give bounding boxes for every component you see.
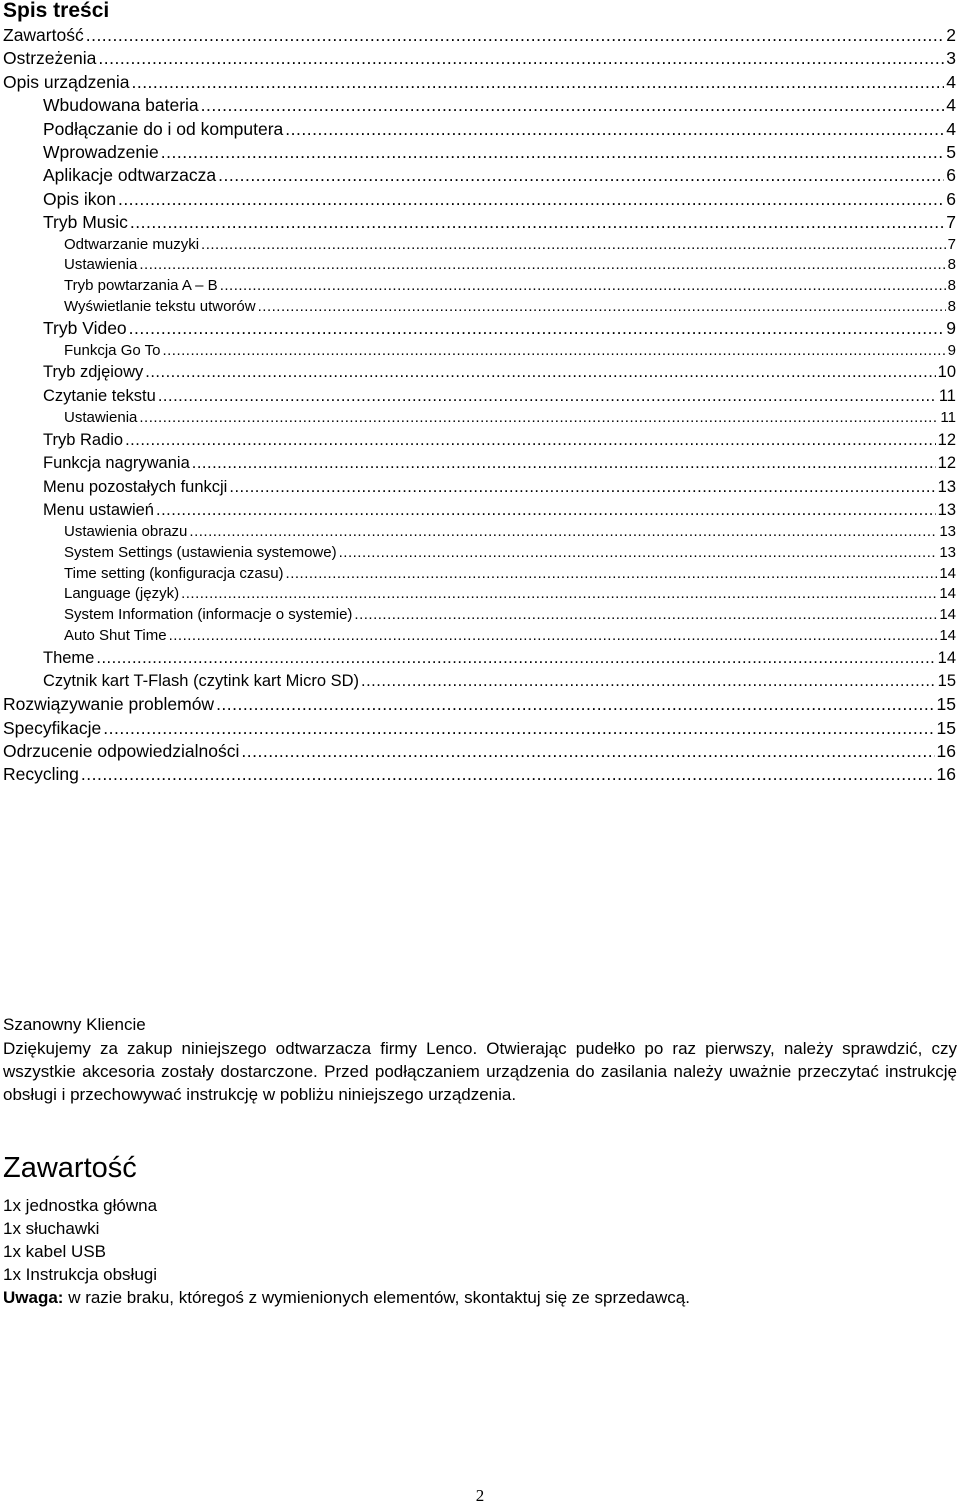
toc-entry-title: Aplikacje odtwarzacza [43,165,217,186]
toc-entry[interactable] [0,118,960,141]
toc-entry-page: 7 [947,235,956,253]
toc-entry-title: Opis urządzenia [3,71,130,92]
toc-entry-title: System Information (informacje o systemie) [64,606,353,624]
toc-leader-dots [192,452,936,475]
toc-entry-title: Tryb Video [43,318,127,339]
toc-entry-title: Recycling [3,764,79,785]
toc-entry[interactable] [0,626,960,647]
toc-entry[interactable] [0,341,960,362]
toc-entry-page: 12 [937,454,956,473]
toc-leader-dots [201,94,945,117]
toc-entry-title: Language (język) [64,585,180,603]
list-item: 1x jednostka główna [3,1196,158,1215]
toc-entry-page: 13 [939,523,956,541]
toc-entry-title: Menu ustawień [43,500,154,519]
toc-entry-page: 16 [936,764,956,785]
toc-leader-dots [156,499,936,522]
toc-entry-title: Wprowadzenie [43,141,159,162]
toc-leader-dots [98,47,944,70]
toc-entry-page: 15 [936,694,956,715]
toc-entry-page: 12 [937,430,956,449]
toc-entry-page: 8 [947,256,956,274]
toc-entry-page: 6 [946,165,956,186]
toc-entry[interactable] [0,522,960,543]
toc-entry-title: Tryb Music [43,212,128,233]
toc-entry-page: 10 [937,363,956,382]
toc-entry[interactable] [0,429,960,452]
toc-leader-dots [285,118,944,141]
toc-entry-title: Tryb Radio [43,430,124,449]
toc-leader-dots [118,188,944,211]
toc-entry[interactable] [0,452,960,475]
toc-leader-dots [189,522,937,543]
toc-entry[interactable] [0,47,960,70]
table-of-contents [0,24,960,787]
toc-entry-page: 15 [937,671,956,690]
toc-leader-dots [220,276,946,297]
toc-leader-dots [339,543,938,564]
toc-entry-page: 13 [937,500,956,519]
note-label: Uwaga: [3,1288,64,1307]
toc-entry-page: 9 [946,318,956,339]
toc-entry-title: Podłączanie do i od komputera [43,118,284,139]
toc-entry-page: 3 [946,48,956,69]
toc-entry-title: Odrzucenie odpowiedzialności [3,741,240,762]
toc-entry[interactable] [0,255,960,276]
toc-entry[interactable] [0,499,960,522]
toc-entry-title: Odtwarzanie muzyki [64,235,200,253]
toc-entry-page: 9 [947,341,956,359]
list-item: 1x Instrukcja obsługi [3,1265,158,1284]
toc-entry-page: 15 [936,717,956,738]
toc-entry-title: Ustawienia [64,409,138,427]
intro-paragraph: Dziękujemy za zakup niniejszego odtwarzacza firmy Lenco. Otwierając pudełko po raz pierwszy, należy sprawdzić, czy wszystkie akcesoria zostały dostarczone. Przed podłączaniem urządzenia do zasilania należy uważnie przeczytać instrukcję obsługi i przechowywać instrukcję w pobliżu niniejszego urządzenia. [3,1039,957,1104]
toc-entry[interactable] [0,605,960,626]
toc-entry-page: 8 [947,276,956,294]
toc-entry-title: Ustawienia [64,256,138,274]
toc-entry[interactable] [0,408,960,429]
toc-entry[interactable] [0,543,960,564]
toc-entry[interactable] [0,24,960,47]
toc-leader-dots [125,429,936,452]
toc-entry[interactable] [0,584,960,605]
toc-entry[interactable] [0,188,960,211]
toc-entry-title: Menu pozostałych funkcji [43,477,228,496]
toc-entry[interactable] [0,670,960,693]
toc-entry-page: 6 [946,188,956,209]
toc-entry[interactable] [0,385,960,408]
toc-leader-dots [161,141,945,164]
toc-entry-page: 8 [947,297,956,315]
toc-entry-page: 2 [946,25,956,45]
toc-leader-dots [139,255,945,276]
toc-entry[interactable] [0,564,960,585]
greeting: Szanowny Kliencie [3,1015,146,1034]
toc-entry-title: Zawartość [3,25,84,45]
toc-leader-dots [145,361,935,384]
toc-entry-title: Wyświetlanie tekstu utworów [64,297,256,315]
toc-entry-page: 14 [939,564,956,582]
toc-entry-page: 16 [936,741,956,762]
toc-entry-page: 14 [937,648,956,667]
toc-entry-page: 4 [946,95,956,116]
toc-entry-page: 4 [946,71,956,92]
toc-entry-title: System Settings (ustawienia systemowe) [64,544,337,562]
toc-entry[interactable] [0,141,960,164]
toc-leader-dots [158,385,937,408]
toc-entry-page: 13 [937,477,956,496]
toc-entry-page: 14 [939,626,956,644]
toc-leader-dots [103,717,934,740]
toc-entry-title: Time setting (konfiguracja czasu) [64,564,284,582]
toc-leader-dots [218,164,944,187]
toc-leader-dots [216,693,934,716]
toc-leader-dots [181,584,937,605]
toc-entry-page: 14 [939,606,956,624]
toc-entry-title: Funkcja nagrywania [43,454,190,473]
toc-heading: Spis treści [3,0,110,22]
toc-entry[interactable] [0,94,960,117]
toc-entry-title: Czytnik kart T-Flash (czytink kart Micro SD) [43,671,359,690]
toc-entry-page: 11 [938,386,956,405]
toc-entry-page: 11 [940,409,956,427]
toc-entry[interactable] [0,693,960,716]
toc-leader-dots [96,647,935,670]
toc-leader-dots [130,211,944,234]
toc-entry[interactable] [0,164,960,187]
toc-entry-title: Ustawienia obrazu [64,523,188,541]
toc-entry-page: 14 [939,585,956,603]
toc-entry[interactable] [0,717,960,740]
toc-leader-dots [139,408,938,429]
toc-entry[interactable] [0,476,960,499]
toc-leader-dots [162,341,945,362]
toc-entry-title: Czytanie tekstu [43,386,156,405]
toc-entry[interactable] [0,211,960,234]
toc-entry[interactable] [0,763,960,786]
page-number: 2 [475,1486,485,1505]
list-item: 1x słuchawki [3,1219,100,1238]
toc-entry[interactable] [0,297,960,318]
toc-entry-title: Opis ikon [43,188,116,209]
toc-entry[interactable] [0,317,960,340]
toc-entry-title: Theme [43,648,95,667]
list-item: 1x kabel USB [3,1242,106,1261]
toc-entry-page: 13 [939,544,956,562]
toc-entry-title: Funkcja Go To [64,341,161,359]
toc-entry-title: Tryb zdjęiowy [43,363,144,382]
note-text: w razie braku, któregoś z wymienionych elementów, skontaktuj się ze sprzedawcą. [63,1288,690,1307]
toc-leader-dots [129,317,945,340]
toc-entry-page: 5 [946,141,956,162]
toc-entry[interactable] [0,276,960,297]
toc-leader-dots [131,71,944,94]
contents-heading: Zawartość [3,1152,137,1184]
toc-entry[interactable] [0,235,960,256]
contents-list [3,1194,157,1286]
toc-leader-dots [354,605,937,626]
toc-leader-dots [361,670,936,693]
toc-entry[interactable] [0,71,960,94]
toc-entry-title: Tryb powtarzania A – B [64,276,218,294]
toc-entry[interactable] [0,647,960,670]
toc-leader-dots [241,740,934,763]
toc-entry-title: Wbudowana bateria [43,95,199,116]
toc-entry-title: Ostrzeżenia [3,48,97,69]
toc-leader-dots [81,763,935,786]
note [3,1286,690,1309]
toc-entry[interactable] [0,740,960,763]
toc-leader-dots [229,476,935,499]
toc-entry-title: Specyfikacje [3,717,102,738]
toc-leader-dots [86,24,945,47]
toc-leader-dots [286,564,938,585]
toc-entry-page: 4 [946,118,956,139]
toc-entry-title: Auto Shut Time [64,626,167,644]
toc-entry[interactable] [0,361,960,384]
toc-leader-dots [201,235,946,256]
toc-leader-dots [169,626,938,647]
toc-entry-title: Rozwiązywanie problemów [3,694,215,715]
toc-entry-page: 7 [946,212,956,233]
toc-leader-dots [258,297,946,318]
